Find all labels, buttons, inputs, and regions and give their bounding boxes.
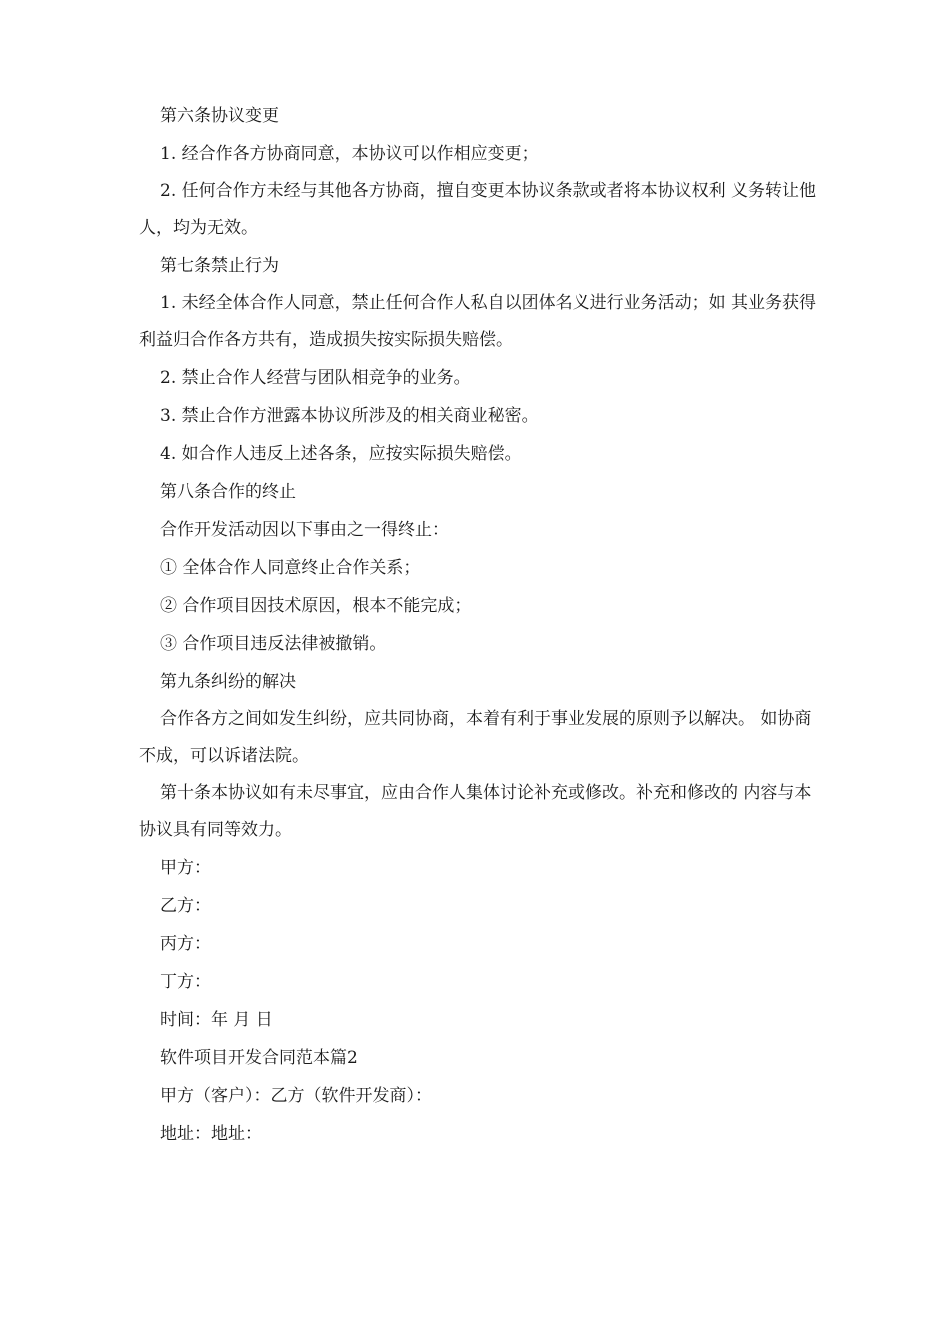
parties-line: 甲方（客户）：乙方（软件开发商）： — [160, 1086, 432, 1106]
article-7-clause-2: 2. 禁止合作人经营与团队相竞争的业务。 — [160, 368, 471, 388]
article-7-heading: 第七条禁止行为 — [160, 256, 279, 276]
address-line: 地址：地址： — [160, 1124, 262, 1144]
article-7-clause-3: 3. 禁止合作方泄露本协议所涉及的相关商业秘密。 — [160, 406, 539, 426]
article-6-clause-2: 2. 任何合作方未经与其他各方协商，擅自变更本协议条款或者将本协议权利 义务转让他人，均为无效。 — [139, 181, 817, 238]
article-10-text: 第十条本协议如有未尽事宜，应由合作人集体讨论补充或修改。补充和修改的 内容与本协议具有同等效力。 — [139, 783, 812, 840]
article-8-item-1: ① 全体合作人同意终止合作关系； — [160, 558, 421, 578]
article-8-intro: 合作开发活动因以下事由之一得终止： — [160, 520, 449, 540]
article-6-heading: 第六条协议变更 — [160, 106, 279, 126]
document-body — [139, 97, 819, 1153]
article-8-heading: 第八条合作的终止 — [160, 482, 296, 502]
article-7-clause-1: 1. 未经全体合作人同意，禁止任何合作人私自以团体名义进行业务活动；如 其业务获得利益归合作各方共有，造成损失按实际损失赔偿。 — [139, 293, 817, 350]
article-9-text: 合作各方之间如发生纠纷，应共同协商，本着有利于事业发展的原则予以解决。 如协商不成，可以诉诸法院。 — [139, 709, 812, 766]
article-8-item-3: ③ 合作项目违反法律被撤销。 — [160, 634, 387, 654]
party-c-line: 丙方： — [160, 934, 211, 954]
party-b-line: 乙方： — [160, 896, 211, 916]
party-d-line: 丁方： — [160, 972, 211, 992]
article-9-heading: 第九条纠纷的解决 — [160, 672, 296, 692]
article-6-clause-1: 1. 经合作各方协商同意，本协议可以作相应变更； — [160, 144, 539, 164]
date-line: 时间：年 月 日 — [160, 1010, 273, 1030]
party-a-line: 甲方： — [160, 858, 211, 878]
section-title: 软件项目开发合同范本篇2 — [160, 1048, 358, 1068]
article-8-item-2: ② 合作项目因技术原因，根本不能完成； — [160, 596, 472, 616]
article-7-clause-4: 4. 如合作人违反上述各条，应按实际损失赔偿。 — [160, 444, 522, 464]
